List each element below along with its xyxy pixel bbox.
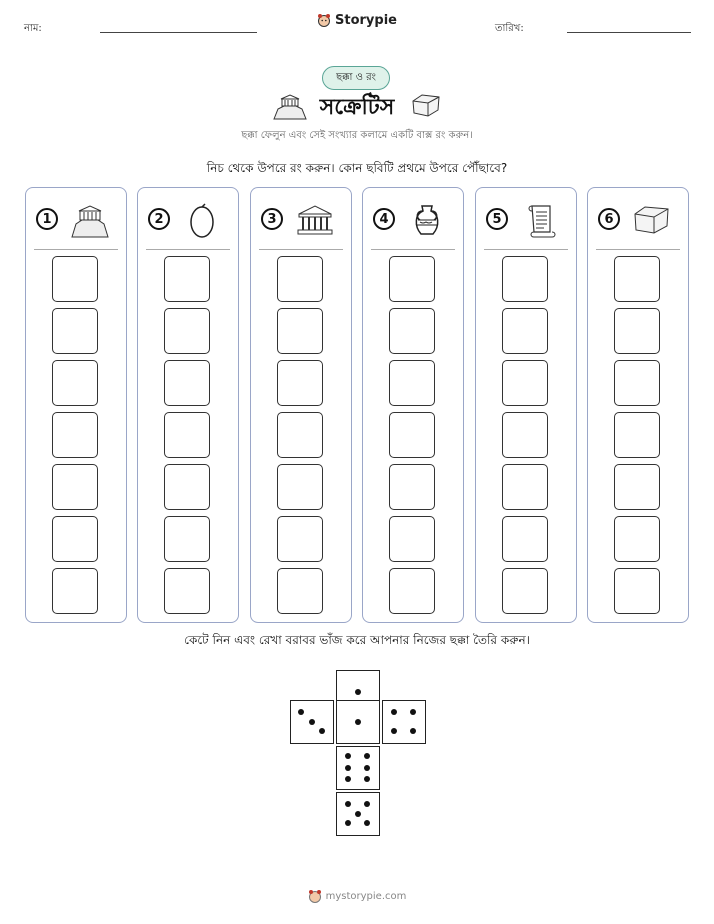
column-header [588,188,688,250]
dice-net [290,670,426,836]
column-number: 6 [598,208,620,230]
dice-face-3 [290,700,334,744]
color-box[interactable] [164,360,210,406]
column-4 [362,187,464,623]
storypie-logo-icon [317,13,331,27]
color-box[interactable] [389,568,435,614]
dice-face-6 [336,746,380,790]
footer [0,888,714,907]
column-header [26,188,126,250]
dice-pip [309,719,315,725]
column-header [251,188,351,250]
instruction: নিচ থেকে উপরে রং করুন। কোন ছবিটি প্রথমে উপরে পৌঁছাবে? [206,161,508,175]
color-box[interactable] [277,568,323,614]
column-5 [475,187,577,623]
color-box[interactable] [502,516,548,562]
color-box[interactable] [614,308,660,354]
dice-pip [364,801,370,807]
dice-pip [345,801,351,807]
dice-pip [364,765,370,771]
color-box[interactable] [164,412,210,458]
color-box[interactable] [389,412,435,458]
dice-pip [364,753,370,759]
dice-pip [391,709,397,715]
color-box[interactable] [502,412,548,458]
color-box[interactable] [52,568,98,614]
color-box[interactable] [614,360,660,406]
column-number: 3 [261,208,283,230]
color-box[interactable] [277,412,323,458]
dice-pip [345,765,351,771]
dice-pip [364,820,370,826]
color-box[interactable] [164,516,210,562]
color-box[interactable] [389,516,435,562]
dice-pip [410,709,416,715]
color-box[interactable] [277,308,323,354]
column-divider [371,249,455,250]
column-2 [137,187,239,623]
color-box[interactable] [614,516,660,562]
color-box[interactable] [614,412,660,458]
column-number: 1 [36,208,58,230]
column-number: 2 [148,208,170,230]
column-number: 4 [373,208,395,230]
dice-pip [355,811,361,817]
color-box[interactable] [52,464,98,510]
color-box[interactable] [277,464,323,510]
column-divider [596,249,680,250]
subtitle: ছক্কা ফেলুন এবং সেই সংখ্যার কলামে একটি বাক্স রং করুন। [241,130,473,141]
name-line[interactable] [100,32,257,33]
activity-badge: ছক্কা ও রং [322,66,390,90]
column-header [476,188,576,250]
color-box[interactable] [502,256,548,302]
dice-pip [345,820,351,826]
brand-name: Storypie [335,12,397,28]
dice-pip [355,689,361,695]
column-3 [250,187,352,623]
page-title: সক্রেটিস [319,95,395,120]
color-box[interactable] [52,360,98,406]
color-box[interactable] [52,308,98,354]
color-box[interactable] [52,412,98,458]
color-box[interactable] [502,308,548,354]
stone-block-icon [632,202,672,238]
color-box[interactable] [502,464,548,510]
column-6 [587,187,689,623]
column-header [138,188,238,250]
dice-pip [391,728,397,734]
column-divider [146,249,230,250]
color-box[interactable] [164,568,210,614]
footer-url[interactable]: mystorypie.com [325,890,407,902]
dice-pip [410,728,416,734]
color-box[interactable] [52,256,98,302]
color-box[interactable] [389,256,435,302]
column-header [363,188,463,250]
dice-face-4 [382,700,426,744]
dice-pip [319,728,325,734]
storypie-logo-icon [308,889,322,903]
dice-pip [345,776,351,782]
amphora-icon [407,202,447,238]
brand [0,12,714,31]
date-label: তারিখ: [495,23,524,34]
color-box[interactable] [502,360,548,406]
temple-icon [295,202,335,238]
dice-pip [298,709,304,715]
date-line[interactable] [567,32,691,33]
color-box[interactable] [389,308,435,354]
acropolis-icon [70,202,110,238]
column-divider [484,249,568,250]
scroll-icon [520,202,560,238]
olive-icon [182,202,222,238]
stone-block-icon [410,92,442,118]
color-box[interactable] [389,464,435,510]
color-box[interactable] [277,360,323,406]
color-box[interactable] [502,568,548,614]
color-box[interactable] [164,308,210,354]
column-divider [259,249,343,250]
name-label: নাম: [24,23,42,34]
color-box[interactable] [277,516,323,562]
column-divider [34,249,118,250]
dice-instruction: কেটে নিন এবং রেখা বরাবর ভাঁজ করে আপনার নিজের ছক্কা তৈরি করুন। [184,633,530,647]
column-number: 5 [486,208,508,230]
color-box[interactable] [164,464,210,510]
dice-face-5 [336,792,380,836]
dice-pip [364,776,370,782]
dice-pip [345,753,351,759]
dice-pip [355,719,361,725]
color-box[interactable] [614,256,660,302]
column-1 [25,187,127,623]
color-box[interactable] [164,256,210,302]
color-box[interactable] [389,360,435,406]
color-box[interactable] [277,256,323,302]
color-box[interactable] [614,568,660,614]
dice-face-1 [336,700,380,744]
color-box[interactable] [614,464,660,510]
color-box[interactable] [52,516,98,562]
